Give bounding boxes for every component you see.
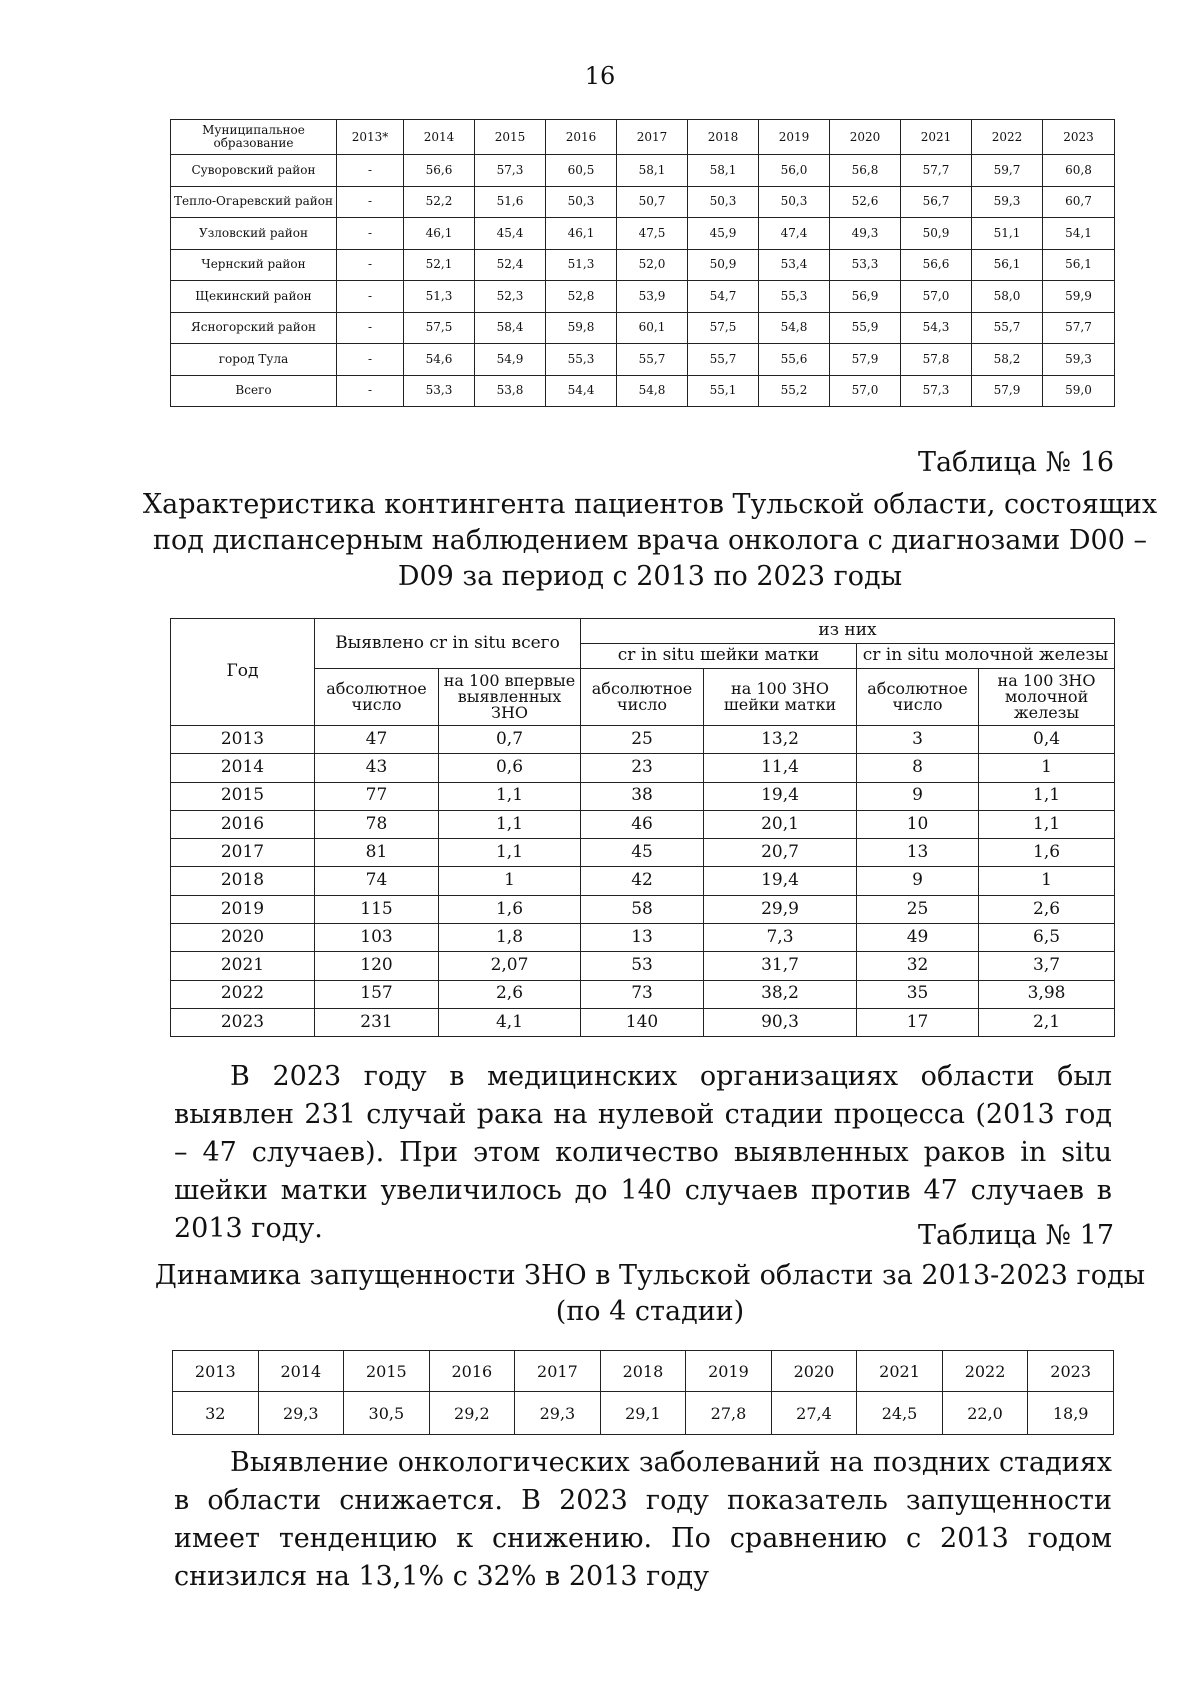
value-cell: 56,8 <box>830 155 901 187</box>
value-cell: 30,5 <box>344 1392 430 1435</box>
year-cell: 2019 <box>686 1351 772 1392</box>
value-cell: 103 <box>315 924 439 952</box>
value-cell: 59,8 <box>546 312 617 344</box>
value-cell: 54,4 <box>546 375 617 407</box>
value-cell: 56,1 <box>1043 249 1115 281</box>
value-cell: 51,3 <box>404 281 475 313</box>
value-cell: 6,5 <box>979 924 1115 952</box>
value-cell: 59,3 <box>972 186 1043 218</box>
value-cell: 55,7 <box>617 344 688 376</box>
table-row <box>171 726 1115 754</box>
value-cell: 13 <box>857 839 979 867</box>
table-row <box>171 782 1115 810</box>
value-cell: 57,7 <box>901 155 972 187</box>
table17-title-line2: (по 4 стадии) <box>555 1296 745 1327</box>
value-cell: 25 <box>857 895 979 923</box>
value-cell: 52,3 <box>475 281 546 313</box>
value-cell: 157 <box>315 980 439 1008</box>
value-cell: 1,1 <box>979 810 1115 838</box>
value-cell: 58,1 <box>617 155 688 187</box>
value-cell: 43 <box>315 754 439 782</box>
value-cell: 51,6 <box>475 186 546 218</box>
value-cell: 60,1 <box>617 312 688 344</box>
value-cell: 53,8 <box>475 375 546 407</box>
value-cell: 1,8 <box>439 924 581 952</box>
value-cell: 8 <box>857 754 979 782</box>
year-cell: 2016 <box>429 1351 515 1392</box>
header-total: Выявлено cr in situ всего <box>315 619 581 669</box>
value-cell: 29,3 <box>515 1392 601 1435</box>
value-cell: 49 <box>857 924 979 952</box>
value-cell: 57,9 <box>972 375 1043 407</box>
year-cell: 2020 <box>771 1351 857 1392</box>
header-abs3: абсолютное число <box>857 669 979 726</box>
header-year: Год <box>171 619 315 726</box>
value-cell: 3,98 <box>979 980 1115 1008</box>
year-cell: 2015 <box>344 1351 430 1392</box>
header-cell: 2020 <box>830 120 901 155</box>
header-of-them: из них <box>581 619 1115 644</box>
value-cell: 59,0 <box>1043 375 1115 407</box>
value-cell: 55,3 <box>546 344 617 376</box>
year-cell: 2015 <box>171 782 315 810</box>
value-cell: 27,4 <box>771 1392 857 1435</box>
value-cell: 31,7 <box>704 952 857 980</box>
value-cell: 2,07 <box>439 952 581 980</box>
year-cell: 2021 <box>171 952 315 980</box>
value-cell: 60,5 <box>546 155 617 187</box>
table16-number: Таблица № 16 <box>917 447 1114 478</box>
table-row <box>171 867 1115 895</box>
district-name: Щекинский район <box>171 281 337 313</box>
table-row <box>171 281 1115 313</box>
value-cell: 231 <box>315 1008 439 1036</box>
value-cell: - <box>337 312 404 344</box>
value-cell: 17 <box>857 1008 979 1036</box>
value-cell: 1 <box>979 867 1115 895</box>
header-per100-breast: на 100 ЗНО молочной железы <box>979 669 1115 726</box>
value-cell: 45,4 <box>475 218 546 250</box>
paragraph-2 <box>174 1444 1112 1596</box>
header-cell: 2018 <box>688 120 759 155</box>
year-cell: 2020 <box>171 924 315 952</box>
value-cell: 90,3 <box>704 1008 857 1036</box>
table-row <box>171 186 1115 218</box>
value-cell: 52,4 <box>475 249 546 281</box>
value-cell: 32 <box>173 1392 259 1435</box>
year-cell: 2022 <box>171 980 315 1008</box>
value-cell: 3 <box>857 726 979 754</box>
value-cell: 22,0 <box>942 1392 1028 1435</box>
table-row <box>171 375 1115 407</box>
value-cell: 55,2 <box>759 375 830 407</box>
table-row <box>171 952 1115 980</box>
value-cell: 55,6 <box>759 344 830 376</box>
value-cell: 19,4 <box>704 867 857 895</box>
value-cell: 2,1 <box>979 1008 1115 1036</box>
year-cell: 2022 <box>942 1351 1028 1392</box>
table-row <box>171 924 1115 952</box>
value-cell: 56,7 <box>901 186 972 218</box>
value-cell: 78 <box>315 810 439 838</box>
value-cell: 54,7 <box>688 281 759 313</box>
header-cell: Муниципальное образование <box>171 120 337 155</box>
value-cell: 59,7 <box>972 155 1043 187</box>
value-cell: 7,3 <box>704 924 857 952</box>
value-cell: 49,3 <box>830 218 901 250</box>
value-cell: 45 <box>581 839 704 867</box>
year-cell: 2021 <box>857 1351 943 1392</box>
value-cell: 1,1 <box>439 810 581 838</box>
value-cell: 0,4 <box>979 726 1115 754</box>
value-cell: 1,1 <box>439 839 581 867</box>
value-cell: 55,3 <box>759 281 830 313</box>
value-cell: 50,9 <box>688 249 759 281</box>
value-cell: 50,3 <box>546 186 617 218</box>
value-cell: 52,8 <box>546 281 617 313</box>
paragraph-1-text: В 2023 году в медицинских организациях области был выявлен 231 случай рака на нулевой стадии процесса (2013 год – 47 случаев). При этом количество выявленных раков in situ шейки матки увеличилось до 140 случаев против 47 случаев в 2013 году. <box>174 1061 1112 1244</box>
value-cell: - <box>337 281 404 313</box>
value-cell: 38 <box>581 782 704 810</box>
value-cell: 55,1 <box>688 375 759 407</box>
year-cell: 2014 <box>258 1351 344 1392</box>
value-cell: 52,1 <box>404 249 475 281</box>
header-per100-new: на 100 впервые выявленных ЗНО <box>439 669 581 726</box>
year-cell: 2017 <box>171 839 315 867</box>
value-cell: 53,4 <box>759 249 830 281</box>
value-cell: 25 <box>581 726 704 754</box>
value-cell: 58,4 <box>475 312 546 344</box>
district-name: Всего <box>171 375 337 407</box>
header-cervix: cr in situ шейки матки <box>581 644 857 669</box>
value-cell: 57,5 <box>688 312 759 344</box>
value-cell: 60,8 <box>1043 155 1115 187</box>
value-cell: 52,2 <box>404 186 475 218</box>
value-cell: 52,6 <box>830 186 901 218</box>
value-cell: 52,0 <box>617 249 688 281</box>
district-name: Чернский район <box>171 249 337 281</box>
header-cell: 2016 <box>546 120 617 155</box>
neglect-table <box>172 1350 1114 1435</box>
district-name: Узловский район <box>171 218 337 250</box>
value-cell: 3,7 <box>979 952 1115 980</box>
value-cell: 53,3 <box>830 249 901 281</box>
value-cell: 29,2 <box>429 1392 515 1435</box>
year-cell: 2016 <box>171 810 315 838</box>
value-cell: 35 <box>857 980 979 1008</box>
value-cell: 47,5 <box>617 218 688 250</box>
value-cell: 56,1 <box>972 249 1043 281</box>
value-cell: 54,8 <box>617 375 688 407</box>
header-cell: 2013* <box>337 120 404 155</box>
table-row <box>171 1008 1115 1036</box>
value-cell: 74 <box>315 867 439 895</box>
municipal-table <box>170 119 1115 407</box>
value-cell: - <box>337 375 404 407</box>
district-name: Ясногорский район <box>171 312 337 344</box>
value-cell: 77 <box>315 782 439 810</box>
value-cell: 50,9 <box>901 218 972 250</box>
value-cell: 54,3 <box>901 312 972 344</box>
value-cell: 9 <box>857 867 979 895</box>
value-cell: 57,8 <box>901 344 972 376</box>
district-name: Тепло-Огаревский район <box>171 186 337 218</box>
year-cell: 2019 <box>171 895 315 923</box>
table-row <box>171 218 1115 250</box>
value-cell: - <box>337 218 404 250</box>
value-cell: 24,5 <box>857 1392 943 1435</box>
year-cell: 2013 <box>171 726 315 754</box>
value-cell: 11,4 <box>704 754 857 782</box>
value-cell: 58,1 <box>688 155 759 187</box>
value-cell: 9 <box>857 782 979 810</box>
district-name: Суворовский район <box>171 155 337 187</box>
value-cell: 53,9 <box>617 281 688 313</box>
value-cell: 59,3 <box>1043 344 1115 376</box>
value-cell: 23 <box>581 754 704 782</box>
value-cell: 29,3 <box>258 1392 344 1435</box>
value-cell: 46 <box>581 810 704 838</box>
header-per100-cervix: на 100 ЗНО шейки матки <box>704 669 857 726</box>
value-cell: 55,7 <box>688 344 759 376</box>
value-cell: 0,6 <box>439 754 581 782</box>
value-cell: 13 <box>581 924 704 952</box>
table-row <box>171 249 1115 281</box>
value-cell: - <box>337 249 404 281</box>
value-cell: 51,3 <box>546 249 617 281</box>
value-cell: 115 <box>315 895 439 923</box>
value-cell: 54,9 <box>475 344 546 376</box>
value-cell: 56,9 <box>830 281 901 313</box>
value-cell: 47,4 <box>759 218 830 250</box>
value-cell: 46,1 <box>404 218 475 250</box>
value-cell: 50,3 <box>759 186 830 218</box>
table-row <box>171 312 1115 344</box>
value-cell: 1 <box>979 754 1115 782</box>
value-cell: 140 <box>581 1008 704 1036</box>
in-situ-table <box>170 618 1115 1037</box>
value-cell: 51,1 <box>972 218 1043 250</box>
value-cell: 58,2 <box>972 344 1043 376</box>
value-cell: - <box>337 344 404 376</box>
value-cell: 57,0 <box>901 281 972 313</box>
page-number: 16 <box>584 62 616 90</box>
value-cell: 73 <box>581 980 704 1008</box>
value-cell: 2,6 <box>979 895 1115 923</box>
year-cell: 2017 <box>515 1351 601 1392</box>
value-cell: 20,7 <box>704 839 857 867</box>
value-cell: 58,0 <box>972 281 1043 313</box>
value-cell: 1,6 <box>979 839 1115 867</box>
district-name: город Тула <box>171 344 337 376</box>
header-cell: 2015 <box>475 120 546 155</box>
year-cell: 2018 <box>600 1351 686 1392</box>
value-cell: 54,1 <box>1043 218 1115 250</box>
value-cell: 56,0 <box>759 155 830 187</box>
value-cell: 1 <box>439 867 581 895</box>
value-cell: 55,7 <box>972 312 1043 344</box>
value-cell: 59,9 <box>1043 281 1115 313</box>
table-row <box>171 754 1115 782</box>
table-header-row <box>171 120 1115 155</box>
year-cell: 2013 <box>173 1351 259 1392</box>
year-cell: 2023 <box>1028 1351 1114 1392</box>
header-cell: 2019 <box>759 120 830 155</box>
value-cell: 1,1 <box>979 782 1115 810</box>
value-cell: 57,9 <box>830 344 901 376</box>
value-cell: 57,5 <box>404 312 475 344</box>
header-cell: 2014 <box>404 120 475 155</box>
value-cell: 0,7 <box>439 726 581 754</box>
value-cell: 42 <box>581 867 704 895</box>
table-row <box>171 839 1115 867</box>
value-cell: 57,7 <box>1043 312 1115 344</box>
value-cell: 53 <box>581 952 704 980</box>
value-cell: 10 <box>857 810 979 838</box>
value-cell: 20,1 <box>704 810 857 838</box>
header-cell: 2021 <box>901 120 972 155</box>
value-cell: 54,8 <box>759 312 830 344</box>
year-cell: 2023 <box>171 1008 315 1036</box>
value-cell: 13,2 <box>704 726 857 754</box>
value-cell: 29,9 <box>704 895 857 923</box>
value-cell: 27,8 <box>686 1392 772 1435</box>
value-cell: 57,3 <box>901 375 972 407</box>
value-cell: 46,1 <box>546 218 617 250</box>
value-cell: 56,6 <box>901 249 972 281</box>
value-cell: 47 <box>315 726 439 754</box>
header-cell: 2023 <box>1043 120 1115 155</box>
table17-title-line1: Динамика запущенности ЗНО в Тульской области за 2013-2023 годы <box>154 1260 1146 1291</box>
value-cell: 57,0 <box>830 375 901 407</box>
paragraph-2-text: Выявление онкологических заболеваний на поздних стадиях в области снижается. В 2023 году показатель запущенности имеет тенденцию к снижению. По сравнению с 2013 годом снизился на 13,1% с 32% в 2013 году <box>174 1447 1112 1592</box>
value-cell: 50,7 <box>617 186 688 218</box>
table-row <box>171 810 1115 838</box>
value-cell: 2,6 <box>439 980 581 1008</box>
table16-title: Характеристика контингента пациентов Тульской области, состоящих под диспансерным наблюдением врача онколога с диагнозами D00 – D09 за период с 2013 по 2023 годы <box>142 489 1158 592</box>
value-cell: 58 <box>581 895 704 923</box>
value-cell: 29,1 <box>600 1392 686 1435</box>
value-cell: 45,9 <box>688 218 759 250</box>
value-cell: 54,6 <box>404 344 475 376</box>
year-cell: 2018 <box>171 867 315 895</box>
header-cell: 2017 <box>617 120 688 155</box>
table17-number: Таблица № 17 <box>917 1220 1114 1251</box>
value-cell: 56,6 <box>404 155 475 187</box>
value-cell: 120 <box>315 952 439 980</box>
header-abs2: абсолютное число <box>581 669 704 726</box>
value-cell: - <box>337 186 404 218</box>
header-cell: 2022 <box>972 120 1043 155</box>
value-cell: 32 <box>857 952 979 980</box>
value-cell: 81 <box>315 839 439 867</box>
value-cell: 50,3 <box>688 186 759 218</box>
value-cell: - <box>337 155 404 187</box>
value-cell: 60,7 <box>1043 186 1115 218</box>
value-cell: 1,6 <box>439 895 581 923</box>
value-cell: 1,1 <box>439 782 581 810</box>
header-abs1: абсолютное число <box>315 669 439 726</box>
value-cell: 57,3 <box>475 155 546 187</box>
value-cell: 18,9 <box>1028 1392 1114 1435</box>
value-cell: 19,4 <box>704 782 857 810</box>
table-row <box>171 895 1115 923</box>
value-cell: 55,9 <box>830 312 901 344</box>
table-row <box>171 155 1115 187</box>
value-cell: 4,1 <box>439 1008 581 1036</box>
value-cell: 53,3 <box>404 375 475 407</box>
table-row <box>171 344 1115 376</box>
value-cell: 38,2 <box>704 980 857 1008</box>
year-cell: 2014 <box>171 754 315 782</box>
table-row <box>171 980 1115 1008</box>
header-breast: cr in situ молочной железы <box>857 644 1115 669</box>
